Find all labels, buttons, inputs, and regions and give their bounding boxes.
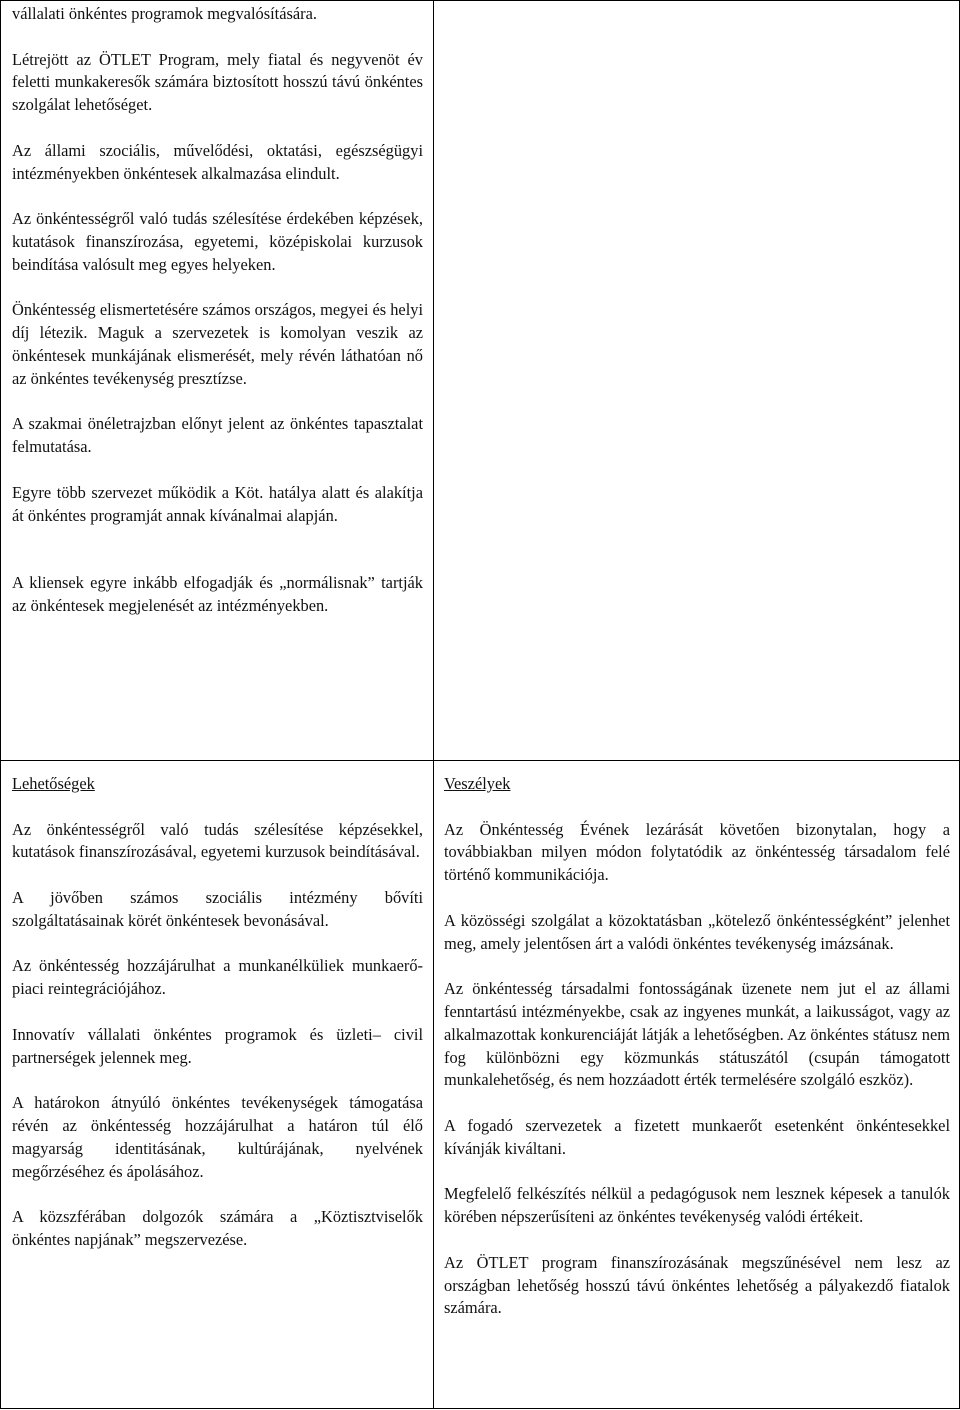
paragraph: Az önkéntességről való tudás szélesítése képzésekkel, kutatások finanszírozásával, egyetemi kurzusok beindításával. bbox=[12, 819, 423, 862]
paragraph: A határokon átnyúló önkéntes tevékenységek támogatása révén az önkéntesség hozzájárulhat a határon túl élő magyarság identitásának, kultúrájának, nyelvének megőrzéséhez és ápolásához. bbox=[12, 1093, 423, 1181]
paragraph: Létrejött az ÖTLET Program, mely fiatal és negyvenöt év feletti munkakeresők számára biztosított hosszú távú önkéntes szolgálat lehetőséget. bbox=[12, 49, 423, 115]
paragraph: Egyre több szervezet működik a Köt. hatálya alatt és alakítja át önkéntes programját annak kívánalmai alapján. bbox=[12, 482, 423, 525]
paragraph: A fogadó szervezetek a fizetett munkaerőt esetenként önkéntesekkel kívánják kiváltani. bbox=[444, 1115, 950, 1158]
column-divider bbox=[433, 1, 434, 1409]
paragraph: Innovatív vállalati önkéntes programok és üzleti– civil partnerségek jelennek meg. bbox=[12, 1024, 423, 1067]
paragraph: A szakmai önéletrajzban előnyt jelent az önkéntes tapasztalat felmutatása. bbox=[12, 414, 423, 457]
paragraph: vállalati önkéntes programok megvalósítására. bbox=[12, 4, 317, 23]
paragraph: A jövőben számos szociális intézmény bővíti szolgáltatásainak körét önkéntesek bevonásával. bbox=[12, 887, 423, 930]
strengths-continuation-cell bbox=[12, 3, 423, 618]
paragraph: A kliensek egyre inkább elfogadják és „normálisnak” tartják az önkéntesek megjelenését az intézményekben. bbox=[12, 573, 423, 616]
paragraph: Az Önkéntesség Évének lezárását követően bizonytalan, hogy a továbbiakban milyen módon folytatódik az önkéntesség társadalom felé történő kommunikációja. bbox=[444, 819, 950, 885]
opportunities-cell bbox=[12, 773, 423, 1252]
row-divider bbox=[1, 760, 960, 761]
paragraph: Az önkéntességről való tudás szélesítése érdekében képzések, kutatások finanszírozása, egyetemi, középiskolai kurzusok beindítása valósult meg egyes helyeken. bbox=[12, 209, 423, 274]
opportunities-heading: Lehetőségek bbox=[12, 774, 95, 793]
paragraph: Önkéntesség elismertetésére számos országos, megyei és helyi díj létezik. Maguk a szervezetek is komolyan veszik az önkéntesek munkájának elismerését, mely révén láthatóan nő az önkéntes tevékenység presztízse. bbox=[12, 300, 423, 388]
threats-heading: Veszélyek bbox=[444, 774, 511, 793]
threats-cell bbox=[444, 773, 950, 1320]
paragraph: A közösségi szolgálat a közoktatásban „kötelező önkéntességként” jelenhet meg, amely jelentősen árt a valódi önkéntes tevékenység imázsának. bbox=[444, 910, 950, 953]
paragraph: Megfelelő felkészítés nélkül a pedagógusok nem lesznek képesek a tanulók körében népszerűsíteni az önkéntes tevékenység valódi értékeit. bbox=[444, 1184, 950, 1227]
paragraph: Az állami szociális, művelődési, oktatási, egészségügyi intézményekben önkéntesek alkalmazása elindult. bbox=[12, 140, 423, 183]
paragraph: Az önkéntesség hozzájárulhat a munkanélküliek munkaerő-piaci reintegrációjához. bbox=[12, 956, 423, 999]
paragraph: A közszférában dolgozók számára a „Köztisztviselők önkéntes napjának” megszervezése. bbox=[12, 1207, 423, 1249]
paragraph: Az önkéntesség társadalmi fontosságának üzenete nem jut el az állami fenntartású intézményekbe, csak az ingyenes munkát, a laikusságot, vagy az alkalmazottak konkurenciáját látják a lehetőségben. Az önkéntes státusz nem fog különbözni egy közmunkás státuszától (csupán támogatott munkalehetőség, és nem hozzáadott érték termelésére szolgáló eszköz). bbox=[444, 979, 950, 1090]
paragraph: Az ÖTLET program finanszírozásának megszűnésével nem lesz az országban lehetőség hosszú távú önkéntes lehetőség a pályakezdő fiatalok számára. bbox=[444, 1252, 950, 1318]
